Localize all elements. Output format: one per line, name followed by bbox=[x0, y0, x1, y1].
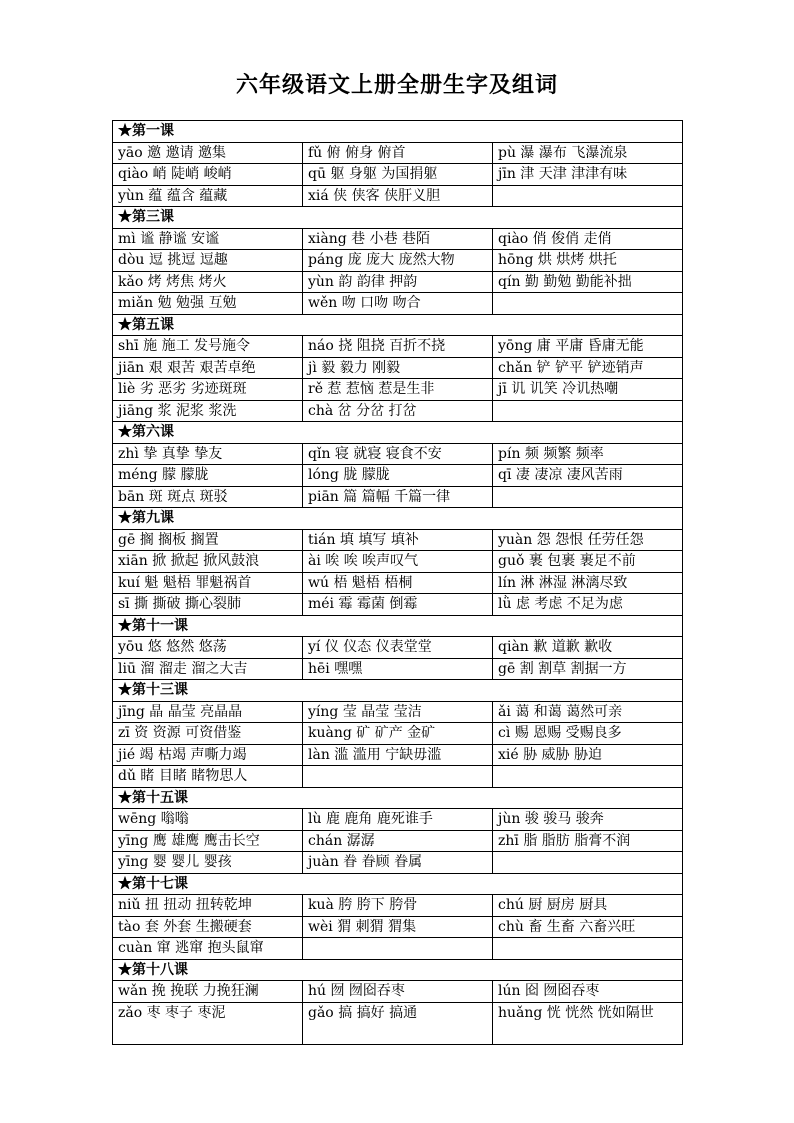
vocab-row bbox=[113, 938, 683, 960]
vocab-cell: qiào 俏 俊俏 走俏 bbox=[493, 228, 683, 250]
vocab-cell: miǎn 勉 勉强 互勉 bbox=[113, 293, 303, 315]
vocab-row bbox=[113, 852, 683, 874]
vocab-cell bbox=[493, 852, 683, 874]
vocab-cell: bān 斑 斑点 斑驳 bbox=[113, 486, 303, 508]
vocab-cell: mì 谧 静谧 安谧 bbox=[113, 228, 303, 250]
vocab-cell: qū 躯 身躯 为国捐躯 bbox=[303, 164, 493, 186]
vocab-row bbox=[113, 228, 683, 250]
lesson-heading-row bbox=[113, 787, 683, 809]
lesson-heading-row bbox=[113, 873, 683, 895]
vocab-cell: jì 毅 毅力 刚毅 bbox=[303, 357, 493, 379]
vocab-cell: náo 挠 阻挠 百折不挠 bbox=[303, 336, 493, 358]
page-title: 六年级语文上册全册生字及组词 bbox=[235, 72, 558, 98]
vocab-cell: yāo 邀 邀请 邀集 bbox=[113, 142, 303, 164]
vocab-cell: kuí 魁 魁梧 罪魁祸首 bbox=[113, 572, 303, 594]
vocab-cell: fǔ 俯 俯身 俯首 bbox=[303, 142, 493, 164]
lesson-heading: ★第十三课 bbox=[113, 680, 683, 702]
vocab-cell: lù 鹿 鹿角 鹿死谁手 bbox=[303, 809, 493, 831]
vocab-cell: méng 朦 朦胧 bbox=[113, 465, 303, 487]
vocab-row bbox=[113, 723, 683, 745]
lesson-heading-row bbox=[113, 422, 683, 444]
vocab-row bbox=[113, 701, 683, 723]
vocab-cell: jīn 津 天津 津津有味 bbox=[493, 164, 683, 186]
vocab-row bbox=[113, 357, 683, 379]
vocab-cell bbox=[303, 938, 493, 960]
vocab-cell: zhì 挚 真挚 挚友 bbox=[113, 443, 303, 465]
vocab-cell: yōng 庸 平庸 昏庸无能 bbox=[493, 336, 683, 358]
lesson-heading: ★第十七课 bbox=[113, 873, 683, 895]
vocab-row bbox=[113, 766, 683, 788]
vocab-cell: chà 岔 分岔 打岔 bbox=[303, 400, 493, 422]
vocab-row bbox=[113, 551, 683, 573]
vocab-cell: liū 溜 溜走 溜之大吉 bbox=[113, 658, 303, 680]
lesson-heading-row bbox=[113, 959, 683, 981]
vocab-cell: hōng 烘 烘烤 烘托 bbox=[493, 250, 683, 272]
lesson-heading: ★第十八课 bbox=[113, 959, 683, 981]
lesson-heading-row bbox=[113, 207, 683, 229]
vocab-row bbox=[113, 1002, 683, 1044]
vocabulary-table bbox=[112, 120, 683, 1045]
vocab-cell: yīng 婴 婴儿 婴孩 bbox=[113, 852, 303, 874]
vocab-cell: hēi 嘿嘿 bbox=[303, 658, 493, 680]
vocab-cell: gǎo 搞 搞好 搞通 bbox=[303, 1002, 493, 1044]
vocab-cell: yīng 鹰 雄鹰 鹰击长空 bbox=[113, 830, 303, 852]
vocab-cell: tào 套 外套 生搬硬套 bbox=[113, 916, 303, 938]
vocab-cell: tián 填 填写 填补 bbox=[303, 529, 493, 551]
lesson-heading: ★第十五课 bbox=[113, 787, 683, 809]
vocab-cell: yùn 蕴 蕴含 蕴藏 bbox=[113, 185, 303, 207]
vocab-cell bbox=[493, 486, 683, 508]
vocab-cell bbox=[493, 400, 683, 422]
vocab-row bbox=[113, 250, 683, 272]
vocab-cell: xiàng 巷 小巷 巷陌 bbox=[303, 228, 493, 250]
vocab-cell: wěn 吻 口吻 吻合 bbox=[303, 293, 493, 315]
vocab-cell: qī 凄 凄凉 凄风苦雨 bbox=[493, 465, 683, 487]
vocab-row bbox=[113, 529, 683, 551]
vocab-row bbox=[113, 142, 683, 164]
vocab-cell: jī 讥 讥笑 冷讥热嘲 bbox=[493, 379, 683, 401]
vocab-cell: qǐn 寝 就寝 寝食不安 bbox=[303, 443, 493, 465]
vocab-cell: páng 庞 庞大 庞然大物 bbox=[303, 250, 493, 272]
vocab-cell: yùn 韵 韵律 押韵 bbox=[303, 271, 493, 293]
vocab-cell: chán 潺潺 bbox=[303, 830, 493, 852]
vocab-cell: chù 畜 生畜 六畜兴旺 bbox=[493, 916, 683, 938]
vocab-cell: lóng 胧 朦胧 bbox=[303, 465, 493, 487]
lesson-heading-row bbox=[113, 121, 683, 143]
lesson-heading-row bbox=[113, 508, 683, 530]
vocab-row bbox=[113, 379, 683, 401]
vocab-row bbox=[113, 465, 683, 487]
vocab-row bbox=[113, 744, 683, 766]
vocab-cell: wǎn 挽 挽联 力挽狂澜 bbox=[113, 981, 303, 1003]
vocab-cell: kuà 胯 胯下 胯骨 bbox=[303, 895, 493, 917]
vocab-row bbox=[113, 400, 683, 422]
vocab-cell: qiào 峭 陡峭 峻峭 bbox=[113, 164, 303, 186]
vocab-cell: pù 瀑 瀑布 飞瀑流泉 bbox=[493, 142, 683, 164]
vocab-row bbox=[113, 164, 683, 186]
vocab-row bbox=[113, 443, 683, 465]
vocab-row bbox=[113, 637, 683, 659]
vocab-cell: ǎi 蔼 和蔼 蔼然可亲 bbox=[493, 701, 683, 723]
vocab-cell: gē 搁 搁板 搁置 bbox=[113, 529, 303, 551]
vocab-cell: wèi 猬 刺猬 猬集 bbox=[303, 916, 493, 938]
vocab-cell: qiàn 歉 道歉 歉收 bbox=[493, 637, 683, 659]
vocab-cell: huǎng 恍 恍然 恍如隔世 bbox=[493, 1002, 683, 1044]
vocab-cell: juàn 眷 眷顾 眷属 bbox=[303, 852, 493, 874]
vocab-row bbox=[113, 486, 683, 508]
vocab-row bbox=[113, 895, 683, 917]
vocab-row bbox=[113, 293, 683, 315]
vocab-cell: làn 滥 滥用 宁缺毋滥 bbox=[303, 744, 493, 766]
vocab-cell: dǔ 睹 目睹 睹物思人 bbox=[113, 766, 303, 788]
vocab-cell: xiān 掀 掀起 掀风鼓浪 bbox=[113, 551, 303, 573]
vocab-cell: yuàn 怨 怨恨 任劳任怨 bbox=[493, 529, 683, 551]
vocab-cell: xié 胁 威胁 胁迫 bbox=[493, 744, 683, 766]
vocab-cell: pín 频 频繁 频率 bbox=[493, 443, 683, 465]
vocab-cell: lún 囵 囫囵吞枣 bbox=[493, 981, 683, 1003]
vocab-cell bbox=[493, 766, 683, 788]
vocab-cell: jīng 晶 晶莹 亮晶晶 bbox=[113, 701, 303, 723]
vocab-cell bbox=[493, 293, 683, 315]
vocab-row bbox=[113, 336, 683, 358]
lesson-heading-row bbox=[113, 680, 683, 702]
vocab-cell: qín 勤 勤勉 勤能补拙 bbox=[493, 271, 683, 293]
vocab-cell: rě 惹 惹恼 惹是生非 bbox=[303, 379, 493, 401]
lesson-heading-row bbox=[113, 314, 683, 336]
vocab-cell: niǔ 扭 扭动 扭转乾坤 bbox=[113, 895, 303, 917]
vocab-cell: jié 竭 枯竭 声嘶力竭 bbox=[113, 744, 303, 766]
lesson-heading: ★第一课 bbox=[113, 121, 683, 143]
vocab-cell: cuàn 窜 逃窜 抱头鼠窜 bbox=[113, 938, 303, 960]
vocab-cell: shī 施 施工 发号施令 bbox=[113, 336, 303, 358]
vocab-row bbox=[113, 594, 683, 616]
lesson-heading-row bbox=[113, 615, 683, 637]
vocab-cell: wú 梧 魁梧 梧桐 bbox=[303, 572, 493, 594]
vocab-row bbox=[113, 809, 683, 831]
vocab-cell: liè 劣 恶劣 劣迹斑斑 bbox=[113, 379, 303, 401]
vocab-cell: wēng 嗡嗡 bbox=[113, 809, 303, 831]
vocab-cell: lín 淋 淋湿 淋漓尽致 bbox=[493, 572, 683, 594]
vocab-cell: zī 资 资源 可资借鉴 bbox=[113, 723, 303, 745]
vocab-cell: jiāng 浆 泥浆 浆洗 bbox=[113, 400, 303, 422]
vocab-cell: ài 唉 唉 唉声叹气 bbox=[303, 551, 493, 573]
vocab-cell bbox=[493, 185, 683, 207]
vocab-cell: guǒ 裹 包裹 裹足不前 bbox=[493, 551, 683, 573]
vocab-cell: gē 割 割草 割据一方 bbox=[493, 658, 683, 680]
vocab-row bbox=[113, 572, 683, 594]
vocab-cell bbox=[493, 938, 683, 960]
vocab-cell: zǎo 枣 枣子 枣泥 bbox=[113, 1002, 303, 1044]
vocab-row bbox=[113, 658, 683, 680]
lesson-heading: ★第六课 bbox=[113, 422, 683, 444]
vocab-cell: kuàng 矿 矿产 金矿 bbox=[303, 723, 493, 745]
vocab-cell: piān 篇 篇幅 千篇一律 bbox=[303, 486, 493, 508]
vocab-cell: kǎo 烤 烤焦 烤火 bbox=[113, 271, 303, 293]
vocab-cell: jùn 骏 骏马 骏奔 bbox=[493, 809, 683, 831]
vocab-cell: jiān 艰 艰苦 艰苦卓绝 bbox=[113, 357, 303, 379]
vocab-cell: yōu 悠 悠然 悠荡 bbox=[113, 637, 303, 659]
lesson-heading: ★第三课 bbox=[113, 207, 683, 229]
vocab-cell: sī 撕 撕破 撕心裂肺 bbox=[113, 594, 303, 616]
vocab-row bbox=[113, 185, 683, 207]
vocab-cell: yí 仪 仪态 仪表堂堂 bbox=[303, 637, 493, 659]
vocab-cell: xiá 侠 侠客 侠肝义胆 bbox=[303, 185, 493, 207]
vocab-cell bbox=[303, 766, 493, 788]
vocab-cell: méi 霉 霉菌 倒霉 bbox=[303, 594, 493, 616]
vocab-cell: chú 厨 厨房 厨具 bbox=[493, 895, 683, 917]
vocab-cell: hú 囫 囫囵吞枣 bbox=[303, 981, 493, 1003]
vocab-row bbox=[113, 981, 683, 1003]
vocab-row bbox=[113, 271, 683, 293]
vocab-cell: yíng 莹 晶莹 莹洁 bbox=[303, 701, 493, 723]
vocab-cell: cì 赐 恩赐 受赐良多 bbox=[493, 723, 683, 745]
vocab-cell: chǎn 铲 铲平 铲迹销声 bbox=[493, 357, 683, 379]
vocab-cell: lǜ 虑 考虑 不足为虑 bbox=[493, 594, 683, 616]
lesson-heading: ★第五课 bbox=[113, 314, 683, 336]
lesson-heading: ★第十一课 bbox=[113, 615, 683, 637]
lesson-heading: ★第九课 bbox=[113, 508, 683, 530]
vocab-row bbox=[113, 916, 683, 938]
vocab-cell: zhī 脂 脂肪 脂膏不润 bbox=[493, 830, 683, 852]
vocab-cell: dòu 逗 挑逗 逗趣 bbox=[113, 250, 303, 272]
vocab-row bbox=[113, 830, 683, 852]
